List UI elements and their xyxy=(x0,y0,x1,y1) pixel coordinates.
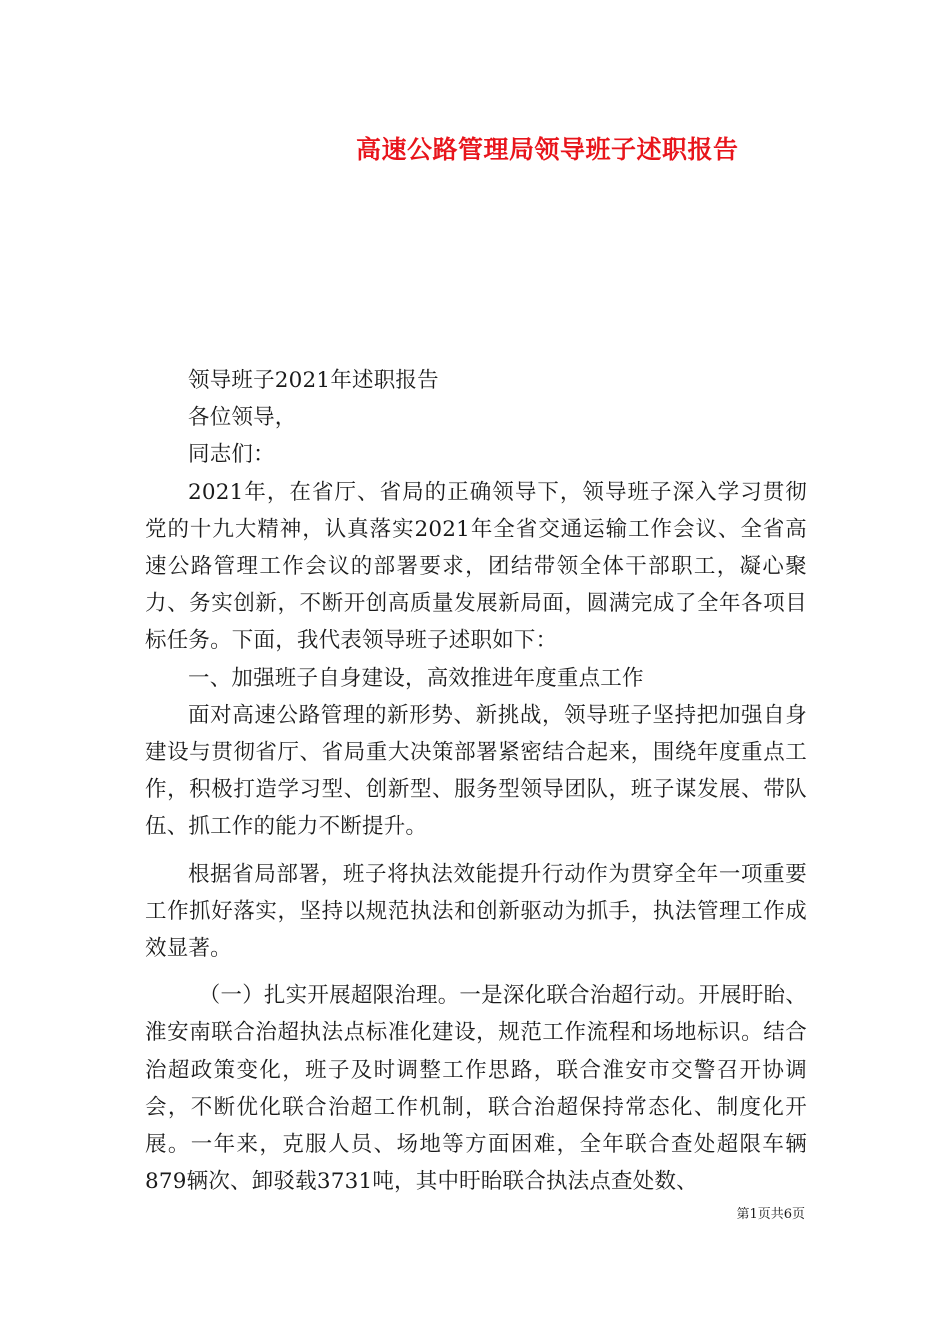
salutation-comrades: 同志们： xyxy=(188,442,275,468)
section-1-paragraph-2: 根据省局部署，班子将执法效能提升行动作为贯穿全年一项重要工作抓好落实，坚持以规范执法和创新驱动为抓手，执法管理工作成效显著。 xyxy=(145,861,807,962)
section-1-paragraph-1: 面对高速公路管理的新形势、新挑战，领导班子坚持把加强自身建设与贯彻省厅、省局重大决策部署紧密结合起来，围绕年度重点工作，积极打造学习型、创新型、服务型领导团队，班子谋发展、带队伍、抓工作的能力不断提升。 xyxy=(145,702,807,840)
document-title: 高速公路管理局领导班子述职报告 xyxy=(356,135,739,164)
intro-paragraph: 2021年，在省厅、省局的正确领导下，领导班子深入学习贯彻党的十九大精神，认真落实2021年全省交通运输工作会议、全省高速公路管理工作会议的部署要求，团结带领全体干部职工，凝心聚力、务实创新，不断开创高质量发展新局面，圆满完成了全年各项目标任务。下面，我代表领导班子述职如下： xyxy=(145,479,807,654)
report-heading: 领导班子2021年述职报告 xyxy=(188,368,439,393)
page-number: 第1页共6页 xyxy=(736,1207,805,1222)
salutation-leaders: 各位领导， xyxy=(188,405,297,431)
document-body xyxy=(145,362,807,1200)
section-heading-1: 一、加强班子自身建设，高效推进年度重点工作 xyxy=(188,665,644,691)
subsection-1-paragraph: （一）扎实开展超限治理。一是深化联合治超行动。开展盱眙、淮安南联合治超执法点标准化建设，规范工作流程和场地标识。结合治超政策变化，班子及时调整工作思路，联合淮安市交警召开协调会，不断优化联合治超工作机制，联合治超保持常态化、制度化开展。一年来，克服人员、场地等方面困难，全年联合查处超限车辆879辆次、卸驳载3731吨，其中盱眙联合执法点查处数、 xyxy=(145,983,807,1195)
